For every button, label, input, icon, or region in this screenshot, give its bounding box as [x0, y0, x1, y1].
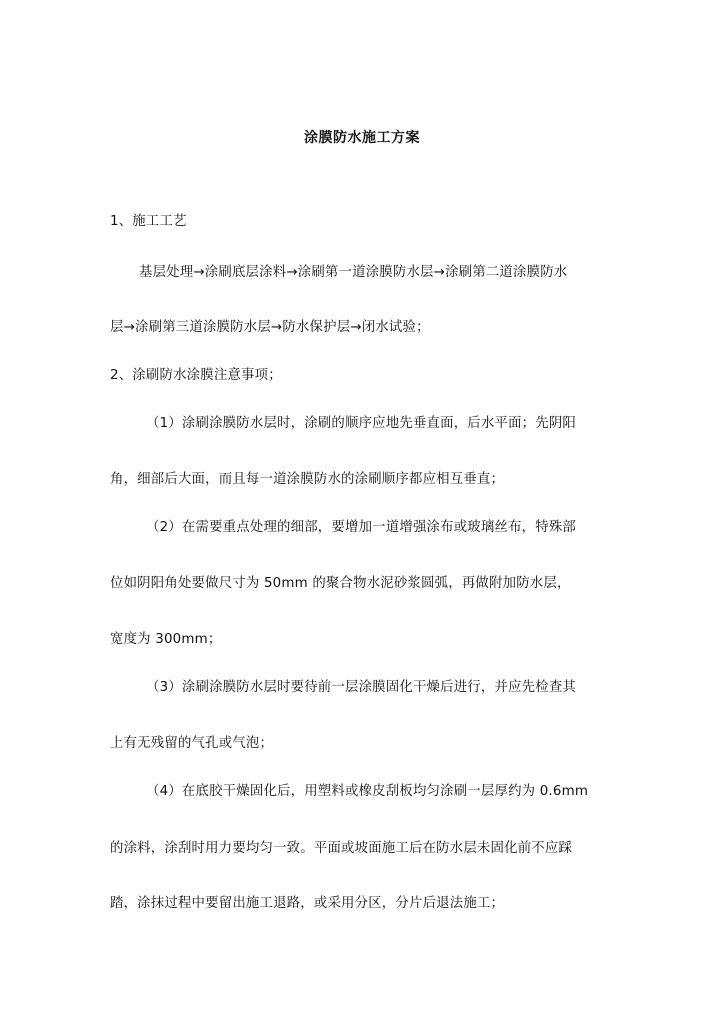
- section-heading-2: 2、涂刷防水涂膜注意事项；: [110, 368, 282, 383]
- paragraph-line: （4）在底胶干燥固化后，用塑料或橡皮刮板均匀涂刷一层厚约为 0.6mm: [146, 784, 589, 799]
- paragraph-line: 基层处理→涂刷底层涂料→涂刷第一道涂膜防水层→涂刷第二道涂膜防水: [139, 265, 568, 280]
- paragraph-line: 角，细部后大面，而且每一道涂膜防水的涂刷顺序都应相互垂直；: [110, 472, 505, 487]
- paragraph-line: （1）涂刷涂膜防水层时，涂刷的顺序应地先垂直面，后水平面；先阴阳: [146, 416, 577, 431]
- paragraph-line: （3）涂刷涂膜防水层时要待前一层涂膜固化干燥后进行，并应先检查其: [146, 680, 577, 695]
- paragraph-line: 位如阴阳角处要做尺寸为 50mm 的聚合物水泥砂浆圆弧，再做附加防水层，: [110, 576, 571, 591]
- paragraph-line: 的涂料，涂刮时用力要均匀一致。平面或坡面施工后在防水层未固化前不应踩: [110, 841, 573, 856]
- paragraph-line: 踏，涂抹过程中要留出施工退路，或采用分区，分片后退法施工；: [110, 896, 505, 911]
- section-heading-1: 1、施工工艺: [110, 214, 187, 229]
- document-title: 涂膜防水施工方案: [304, 130, 420, 146]
- paragraph-line: 宽度为 300mm；: [110, 632, 222, 647]
- paragraph-line: （2）在需要重点处理的细部，要增加一道增强涂布或玻璃丝布，特殊部: [146, 520, 577, 535]
- paragraph-line: 层→涂刷第三道涂膜防水层→防水保护层→闭水试验；: [110, 320, 430, 335]
- paragraph-line: 上有无残留的气孔或气泡；: [110, 736, 274, 751]
